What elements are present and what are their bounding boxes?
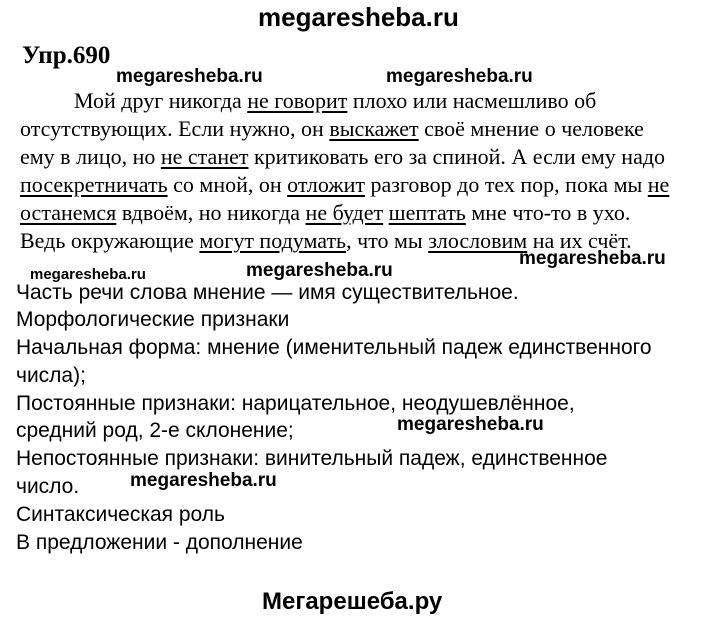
- underlined-word: не будет: [305, 200, 384, 225]
- watermark: megaresheba.ru: [246, 260, 393, 281]
- underlined-word: злословим: [428, 228, 528, 253]
- analysis-line: В предложении - дополнение: [16, 531, 303, 554]
- analysis-line: число.: [16, 475, 80, 498]
- analysis-line: Постоянные признаки: нарицательное, неодушевлённое,: [16, 392, 575, 415]
- text-line: посекретничать со мной, он отложит разговор до тех пор, пока мы не: [20, 172, 670, 197]
- watermark: megaresheba.ru: [116, 66, 263, 87]
- analysis-line: Морфологические признаки: [16, 308, 290, 331]
- analysis-line: Непостоянные признаки: винительный падеж, единственное: [16, 447, 608, 470]
- underlined-word: отложит: [287, 172, 365, 197]
- text-line: отсутствующих. Если нужно, он выскажет своё мнение о человеке: [20, 116, 644, 141]
- text-line: Мой друг никогда не говорит плохо или насмешливо об: [74, 88, 597, 113]
- underlined-word: не станет: [160, 144, 249, 169]
- text-line: ему в лицо, но не станет критиковать его за спиной. А если ему надо: [20, 144, 666, 169]
- underlined-word: посекретничать: [20, 172, 168, 197]
- underlined-word: шептать: [388, 200, 466, 225]
- analysis-line: Часть речи слова мнение — имя существительное.: [16, 281, 519, 304]
- analysis-line: Начальная форма: мнение (именительный падеж единственного: [16, 336, 652, 359]
- watermark: megaresheba.ru: [30, 266, 146, 283]
- underlined-word: выскажет: [329, 116, 419, 141]
- footer-watermark: Мегарешеба.ру: [262, 588, 443, 615]
- analysis-line: Синтаксическая роль: [16, 503, 225, 526]
- watermark: megaresheba.ru: [386, 66, 533, 87]
- underlined-word: могут подумать: [199, 228, 347, 253]
- underlined-word: останемся: [20, 200, 117, 225]
- text-line: Ведь окружающие могут подумать, что мы злословим на их счёт.: [20, 228, 632, 253]
- underlined-word: не: [647, 172, 670, 197]
- watermark: megaresheba.ru: [519, 248, 666, 269]
- analysis-line: числа);: [16, 364, 86, 387]
- header-watermark: megaresheba.ru: [258, 2, 459, 32]
- analysis-line: средний род, 2-е склонение;: [16, 419, 294, 442]
- exercise-title: Упр.690: [22, 42, 111, 69]
- underlined-word: не говорит: [247, 88, 348, 113]
- watermark: megaresheba.ru: [397, 414, 544, 435]
- text-line: останемся вдвоём, но никогда не будет шептать мне что-то в ухо.: [20, 200, 631, 225]
- watermark: megaresheba.ru: [130, 470, 277, 491]
